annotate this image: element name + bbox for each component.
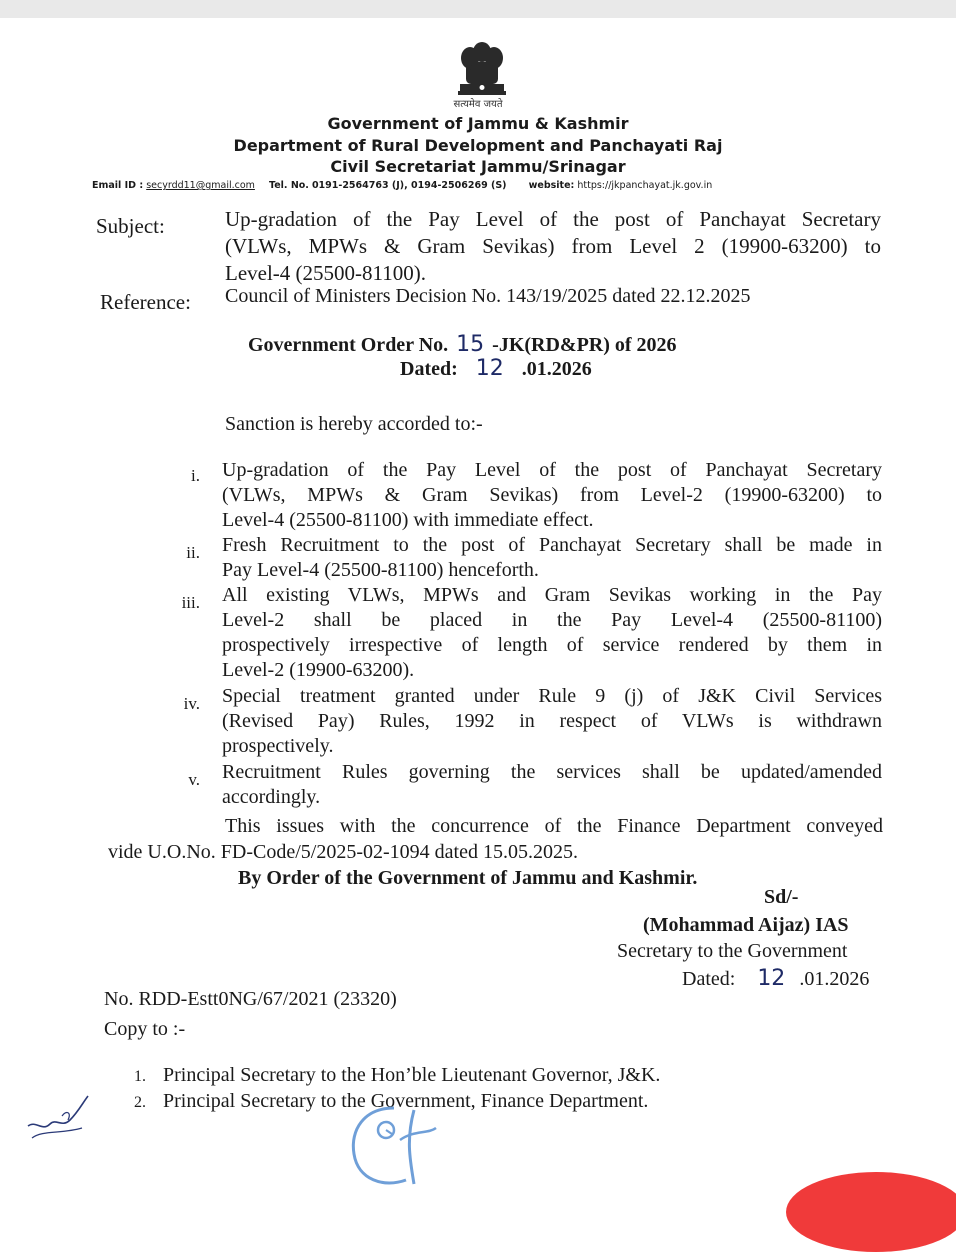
item-number: iii.: [181, 593, 200, 612]
copy-item-1: Principal Secretary to the Hon’ble Lieutenant Governor, J&K.: [163, 1064, 661, 1086]
item-number: i.: [191, 466, 200, 485]
email-value[interactable]: secyrdd11@gmail.com: [146, 180, 255, 191]
order-prefix: Government Order No.: [248, 334, 449, 356]
item-3-line-1: All existing VLWs, MPWs and Gram Sevikas working in the Pay: [222, 584, 882, 606]
order-dated-label: Dated:: [400, 358, 458, 380]
item-1-line-2: (VLWs, MPWs & Gram Sevikas) from Level-2 (19900-63200) to: [222, 484, 882, 506]
order-suffix: -JK(RD&PR) of 2026: [492, 334, 677, 356]
copy-item-number: 1.: [134, 1068, 146, 1085]
top-bar: [0, 0, 956, 18]
signature-day-handwritten: 12: [757, 966, 786, 991]
by-order-line: By Order of the Government of Jammu and Kashmir.: [238, 867, 698, 889]
item-4-line-1: Special treatment granted under Rule 9 (j) of J&K Civil Services: [222, 685, 882, 707]
copy-to-label: Copy to :-: [104, 1018, 186, 1040]
item-3-line-2: Level-2 shall be placed in the Pay Level-4 (25500-81100): [222, 609, 882, 631]
tel-label: Tel. No.: [268, 180, 309, 191]
copy-item-number: 2.: [134, 1094, 146, 1111]
concurrence-line-1: This issues with the concurrence of the Finance Department conveyed: [225, 815, 883, 837]
subject-line-1: Up-gradation of the Pay Level of the post of Panchayat Secretary: [225, 207, 881, 231]
item-2-line-1: Fresh Recruitment to the post of Panchayat Secretary shall be made in: [222, 534, 882, 556]
header-department: Department of Rural Development and Panchayati Raj: [233, 136, 723, 155]
item-number: ii.: [186, 543, 200, 562]
item-1-line-3: Level-4 (25500-81100) with immediate effect.: [222, 509, 594, 531]
signatory-designation: Secretary to the Government: [617, 940, 848, 962]
sanction-line: Sanction is hereby accorded to:-: [225, 413, 483, 435]
receipt-stamp-icon: [344, 1100, 444, 1192]
signature-date: [682, 966, 869, 991]
item-1-line-1: Up-gradation of the Pay Level of the post of Panchayat Secretary: [222, 459, 882, 481]
order-date: [400, 356, 592, 381]
item-5-line-1: Recruitment Rules governing the services shall be updated/amended: [222, 761, 882, 783]
item-2-line-2: Pay Level-4 (25500-81100) henceforth.: [222, 559, 539, 581]
initials-signature-icon: [22, 1090, 102, 1150]
subject-label: Subject:: [96, 214, 165, 238]
tel-value: 0191-2564763 (J), 0194-2506269 (S): [311, 180, 507, 191]
email-label: Email ID :: [92, 180, 144, 191]
item-number: v.: [188, 770, 200, 789]
subject-line-2: (VLWs, MPWs & Gram Sevikas) from Level 2 (19900-63200) to: [225, 234, 881, 258]
file-number: No. RDD-Estt0NG/67/2021 (23320): [104, 988, 397, 1010]
red-corner-badge: [786, 1172, 956, 1252]
order-number: [248, 332, 677, 357]
signature-dated-label: Dated:: [682, 968, 736, 990]
header-government: Government of Jammu & Kashmir: [327, 114, 629, 133]
website-value[interactable]: https://jkpanchayat.jk.gov.in: [577, 180, 713, 191]
item-4-line-3: prospectively.: [222, 735, 334, 757]
item-4-line-2: (Revised Pay) Rules, 1992 in respect of VLWs is withdrawn: [222, 710, 882, 732]
website-label: website:: [528, 180, 575, 191]
order-day-handwritten: 12: [475, 356, 504, 381]
reference-text: Council of Ministers Decision No. 143/19/2025 dated 22.12.2025: [225, 285, 751, 307]
item-number: iv.: [183, 694, 200, 713]
copy-item-2: Principal Secretary to the Government, Finance Department.: [163, 1090, 649, 1112]
motto: सत्यमेव जयते: [453, 99, 503, 110]
order-date-suffix: .01.2026: [521, 358, 592, 380]
subject-line-3: Level-4 (25500-81100).: [225, 261, 426, 285]
header-secretariat: Civil Secretariat Jammu/Srinagar: [330, 157, 626, 176]
order-number-handwritten: 15: [456, 332, 485, 357]
signatory-name: (Mohammad Aijaz) IAS: [643, 914, 849, 936]
reference-label: Reference:: [100, 290, 191, 314]
concurrence-line-2: vide U.O.No. FD-Code/5/2025-02-1094 dated 15.05.2025.: [108, 841, 578, 863]
item-3-line-4: Level-2 (19900-63200).: [222, 659, 415, 681]
sd-mark: Sd/-: [764, 886, 799, 908]
signature-date-suffix: .01.2026: [799, 968, 870, 990]
item-5-line-2: accordingly.: [222, 786, 321, 808]
contact-line: [92, 180, 892, 191]
item-3-line-3: prospectively irrespective of length of service rendered by them in: [222, 634, 882, 656]
